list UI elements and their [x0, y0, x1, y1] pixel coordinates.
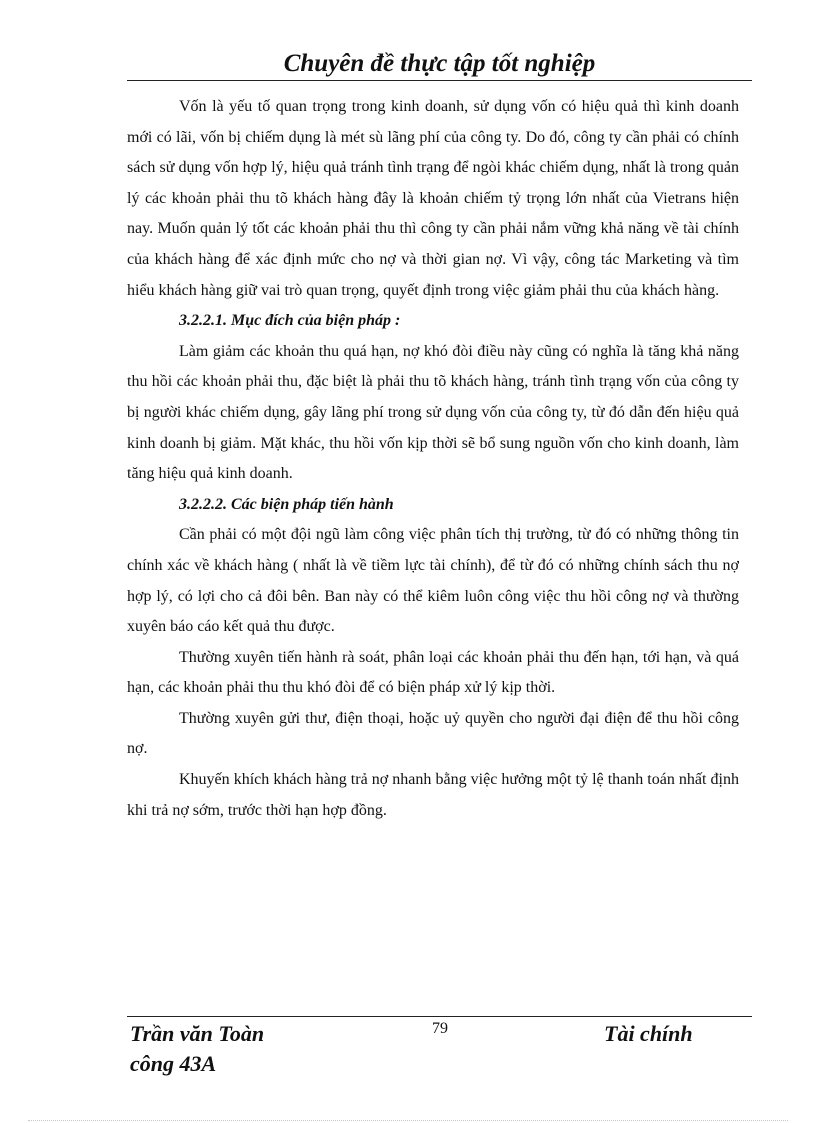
paragraph: Thường xuyên tiến hành rà soát, phân loại các khoản phải thu đến hạn, tới hạn, và quá hạn, các khoản phải thu thu khó đòi để có biện pháp xử lý kịp thời.: [127, 648, 739, 697]
footer-department: Tài chính: [604, 1021, 693, 1046]
footer-divider: [127, 1016, 752, 1017]
page-number: 79: [432, 1020, 448, 1037]
page-header: [127, 48, 752, 81]
paragraph: Làm giảm các khoản thu quá hạn, nợ khó đòi điều này cũng có nghĩa là tăng khả năng thu hồi các khoản phải thu, đặc biệt là phải thu tõ khách hàng, tránh tình trạng vốn của công ty bị người khác chiếm dụng, gây lãng phí trong sử dụng vốn của công ty, từ đó dẫn đến hiệu quả kinh doanh bị giảm. Mặt khác, thu hồi vốn kịp thời sẽ bổ sung nguồn vốn cho kinh doanh, làm tăng hiệu quả kinh doanh.: [127, 342, 739, 483]
page-bottom-border: [28, 1120, 788, 1121]
author-name: Trần văn Toàn: [130, 1021, 265, 1046]
footer-author: [130, 1019, 264, 1079]
document-body: [127, 92, 739, 826]
section-heading: 3.2.2.1. Mục đích của biện pháp :: [179, 312, 401, 330]
paragraph: Thường xuyên gửi thư, điện thoại, hoặc uỷ quyền cho người đại điện để thu hồi công nợ.: [127, 709, 739, 758]
paragraph: Cần phải có một đội ngũ làm công việc phân tích thị trường, từ đó có những thông tin chính xác về khách hàng ( nhất là về tiềm lực tài chính), để từ đó có những chính sách thu nợ hợp lý, có lợi cho cả đôi bên. Ban này có thể kiêm luôn công việc thu hồi công nợ và thường xuyên báo cáo kết quả thu được.: [127, 526, 739, 636]
paragraph: Khuyến khích khách hàng trả nợ nhanh bằng việc hưởng một tỷ lệ thanh toán nhất định khi trả nợ sớm, trước thời hạn hợp đồng.: [127, 771, 739, 819]
section-heading: 3.2.2.2. Các biện pháp tiến hành: [179, 495, 394, 513]
paragraph: Vốn là yếu tố quan trọng trong kinh doanh, sử dụng vốn có hiệu quả thì kinh doanh mới có lãi, vốn bị chiếm dụng là mét sù lãng phí của công ty. Do đó, công ty cần phải có chính sách sử dụng vốn hợp lý, hiệu quả tránh tình trạng để ngòi khác chiếm dụng, nhất là trong quản lý các khoản phải thu tõ khách hàng đây là khoản chiếm tỷ trọng lớn nhất của Vietrans hiện nay. Muốn quản lý tốt các khoản phải thu thì công ty cần phải nắm vững khả năng về tài chính của khách hàng để xác định mức cho nợ và thời gian nợ. Vì vậy, công tác Marketing và tìm hiểu khách hàng giữ vai trò quan trọng, quyết định trong việc giảm phải thu của khách hàng.: [127, 98, 739, 299]
header-title: Chuyên đề thực tập tốt nghiệp: [283, 50, 596, 77]
author-class: công 43A: [130, 1051, 217, 1076]
